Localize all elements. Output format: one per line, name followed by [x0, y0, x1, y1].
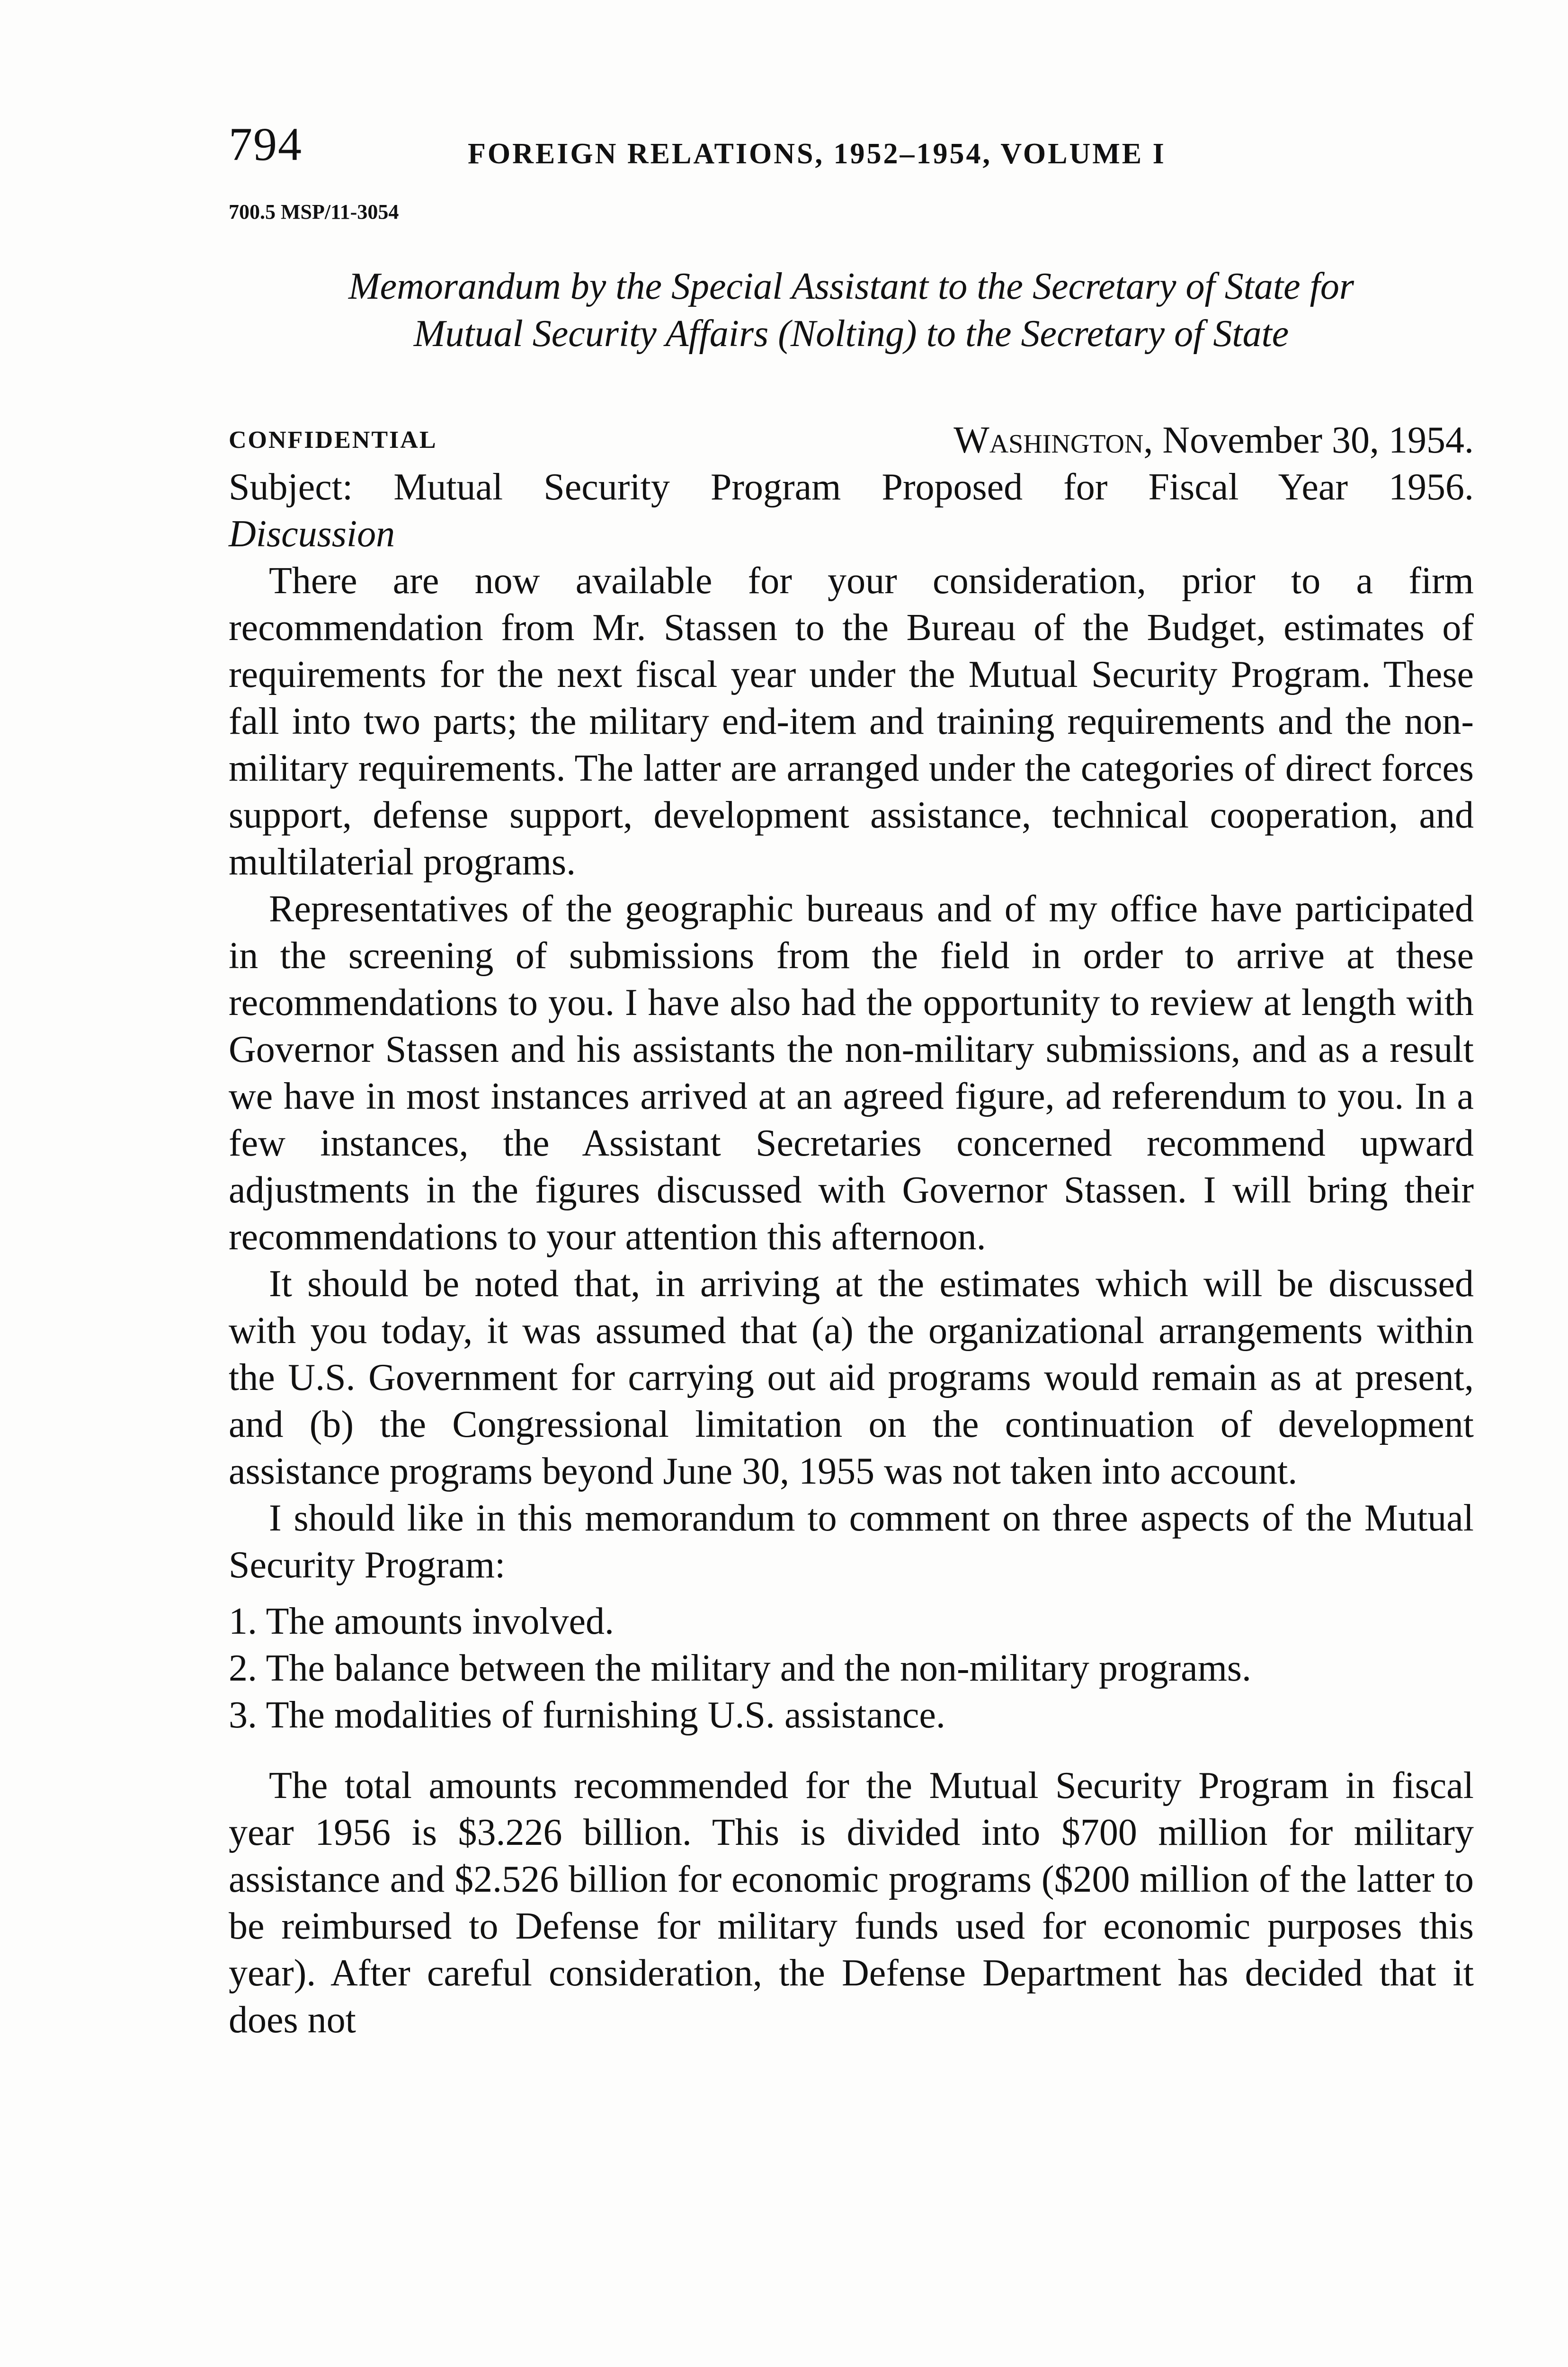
- dateline-date: , November 30, 1954.: [1143, 419, 1474, 461]
- list-item-number: 2.: [229, 1647, 257, 1689]
- body-paragraph: The total amounts recommended for the Mutual Security Program in fiscal year 1956 is $3.226 billion. This is divided into $700 million for military assistance and $2.526 billion for economic programs ($200 million of the latter to be reimbursed to Defense for military funds used for economic purposes this year). After careful consideration, the Defense Department has decided that it does not: [229, 1765, 1474, 2041]
- section-heading: Discussion: [229, 513, 395, 555]
- meta-row: [229, 417, 1474, 464]
- body-paragraph: It should be noted that, in arriving at the estimates which will be discussed with you today, it was assumed that (a) the organizational arrangements within the U.S. Government for carrying out aid programs would remain as at present, and (b) the Congressional limitation on the continuation of development assistance programs beyond June 30, 1955 was not taken into account.: [229, 1263, 1474, 1492]
- body-paragraph: There are now available for your consideration, prior to a firm recommendation from Mr. Stassen to the Bureau of the Budget, estimates of requirements for the next fiscal year under the Mutual Security Program. These fall into two parts; the military end-item and training requirements and the non-military requirements. The latter are arranged under the categories of direct forces support, defense support, development assistance, technical cooperation, and multilaterial programs.: [229, 560, 1474, 883]
- aspects-list: [229, 1598, 1474, 1739]
- list-item-number: 3.: [229, 1694, 257, 1736]
- body-paragraph: Representatives of the geographic bureaus and of my office have participated in the screening of submissions from the field in order to arrive at these recommendations to you. I have also had the opportunity to review at length with Governor Stassen and his assistants the non-military submissions, and as a result we have in most instances arrived at an agreed figure, ad referendum to you. In a few instances, the Assistant Secretaries concerned recommend upward adjustments in the figures discussed with Governor Stassen. I will bring their recommendations to your attention this afternoon.: [229, 888, 1474, 1258]
- classification-label: CONFIDENTIAL: [229, 427, 437, 454]
- dateline: [953, 417, 1474, 464]
- document-body: [229, 464, 1474, 2044]
- running-head: FOREIGN RELATIONS, 1952–1954, VOLUME I: [468, 138, 1166, 170]
- page-number: 794: [229, 118, 303, 170]
- list-item-text: The modalities of furnishing U.S. assistance.: [266, 1694, 945, 1736]
- list-item-number: 1.: [229, 1601, 257, 1642]
- page-header: [229, 116, 1365, 187]
- subject-line: Subject: Mutual Security Program Proposed for Fiscal Year 1956.: [229, 466, 1474, 508]
- title-line-2: Mutual Security Affairs (Nolting) to the Secretary of State: [413, 313, 1289, 355]
- list-item: [229, 1598, 1474, 1645]
- document-title: [229, 263, 1474, 357]
- dateline-place: Washington: [953, 419, 1144, 461]
- file-reference: 700.5 MSP/11-3054: [229, 200, 399, 223]
- body-paragraph: I should like in this memorandum to comment on three aspects of the Mutual Security Program:: [229, 1497, 1474, 1586]
- list-item: [229, 1645, 1474, 1692]
- title-line-1: Memorandum by the Special Assistant to the Secretary of State for: [348, 266, 1354, 307]
- list-item-text: The balance between the military and the non-military programs.: [266, 1647, 1252, 1689]
- list-item: [229, 1692, 1474, 1739]
- list-item-text: The amounts involved.: [266, 1601, 614, 1642]
